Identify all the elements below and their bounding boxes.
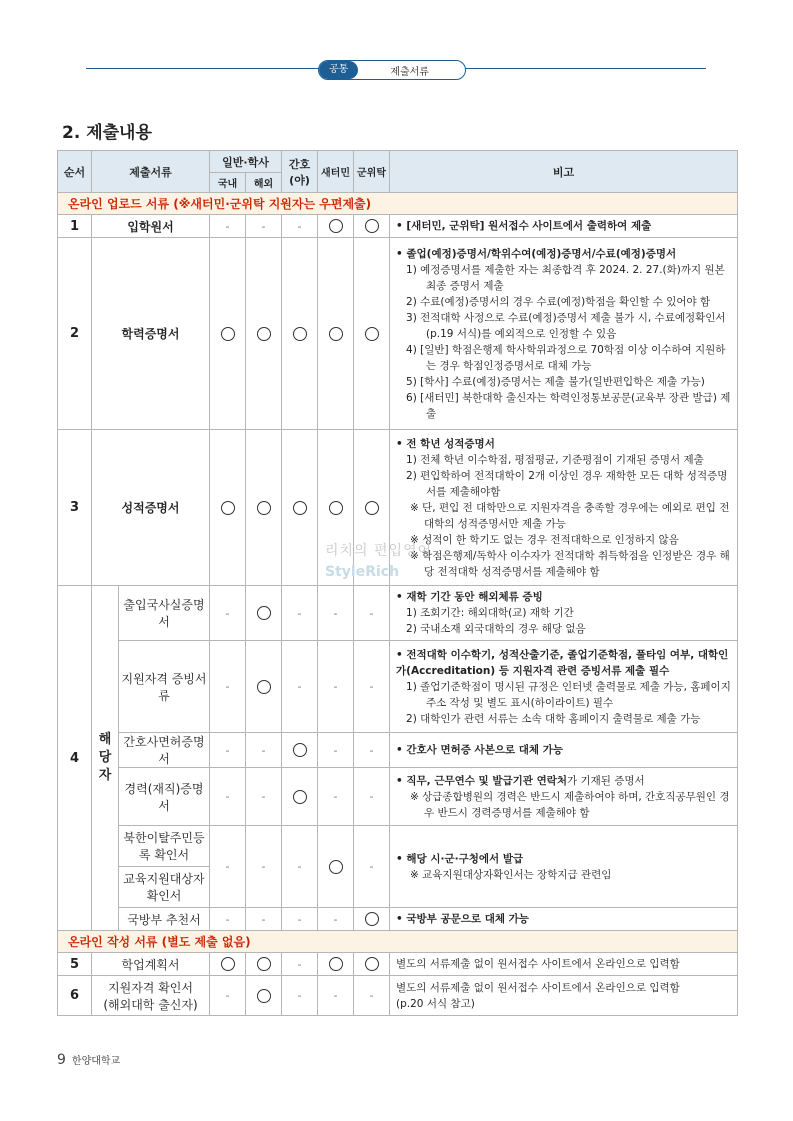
dash-mark: - [210,733,246,768]
documents-table [57,150,738,1016]
dash-mark: - [282,826,318,908]
circle-icon [329,957,343,971]
table-row: 2 학력증명서 • 졸업(예정)증명서/학위수여(예정)증명서/수료(예정)증명서 1) 예정증명서를 제출한 자는 최종합격 후 2024. 2. 27.(화)까지 원본 최종 증명서 제출 2) 수료(예정)증명서의 경우 수료(예정)학점을 확인할 수 있어야 함 3) 전적대학 사정으로 수료(예정)증명서 제출 불가 시, 수료예정확인서 (p.19 서식)를 예외적으로 인정할 수 있음 4) [일반] 학점은행제 학사학위과정으로 70학점 이상 이수하여 지원하는 경우 학점인정증명서로 대체 가능 5) [학사] 수료(예정)증명서는 제출 불가(일반편입학은 제출 가능) 6) [새터민] 북한대학 출신자는 학력인정통보공문(교육부 장관 발급) 제출 [58,238,738,430]
circle-mark [354,238,390,430]
watermark-logo: StyleRich [325,564,400,580]
circle-icon [329,501,343,515]
circle-mark [246,430,282,586]
circle-mark [210,238,246,430]
dash-mark: - [210,641,246,733]
circle-icon [221,957,235,971]
col-overseas: 해외 [246,173,282,193]
circle-mark [354,430,390,586]
circle-icon [257,957,271,971]
section-upload: 온라인 업로드 서류 (※새터민·군위탁 지원자는 우편제출) [58,193,738,215]
dash-mark: - [246,733,282,768]
table-row: 1 입학원서 - - - • [새터민, 군위탁] 원서접수 사이트에서 출력하여 제출 [58,215,738,238]
section-title: 2. 제출내용 [62,123,152,143]
table-row: 국방부 추천서 - - - - • 국방부 공문으로 대체 가능 [58,908,738,931]
header-title: 제출서류 [390,66,429,78]
dash-mark: - [246,768,282,826]
circle-icon [257,327,271,341]
circle-mark [246,586,282,641]
circle-icon [365,501,379,515]
dash-mark: - [282,641,318,733]
circle-mark [282,430,318,586]
table-row: 경력(재직)증명서 - - - - • 직무, 근무연수 및 발급기관 연락처가 기재된 증명서 ※ 상급종합병원의 경력은 반드시 제출하여야 하며, 간호직공무원인 경우 반드시 경력증명서를 제출해야 함 [58,768,738,826]
circle-mark [246,641,282,733]
col-seq: 순서 [58,151,92,193]
circle-icon [365,957,379,971]
circle-icon [257,606,271,620]
dash-mark: - [282,586,318,641]
circle-mark [282,768,318,826]
header-tag: 공통 [319,61,358,79]
table-row: 교육지원대상자 확인서 [58,867,738,908]
dash-mark: - [282,953,318,976]
dash-mark: - [210,215,246,238]
page-number: 9 [57,1052,66,1068]
circle-icon [329,327,343,341]
col-remarks: 비고 [390,151,738,193]
circle-icon [221,501,235,515]
circle-mark [354,908,390,931]
dash-mark: - [210,908,246,931]
dash-mark: - [318,768,354,826]
col-domestic: 국내 [210,173,246,193]
university-name: 한양대학교 [71,1056,121,1067]
circle-icon [365,219,379,233]
circle-mark [210,430,246,586]
circle-mark [246,976,282,1016]
circle-icon [257,680,271,694]
col-nursing: 간호 (야) [282,151,318,193]
dash-mark: - [354,586,390,641]
circle-icon [221,327,235,341]
dash-mark: - [318,641,354,733]
dash-mark: - [318,976,354,1016]
circle-icon [257,501,271,515]
dash-mark: - [354,976,390,1016]
dash-mark: - [354,826,390,908]
dash-mark: - [210,826,246,908]
dash-mark: - [246,908,282,931]
circle-mark [318,826,354,908]
dash-mark: - [354,768,390,826]
table-row: 간호사면허증명서 - - - - • 간호사 면허증 사본으로 대체 가능 [58,733,738,768]
circle-mark [318,953,354,976]
dash-mark: - [246,826,282,908]
dash-mark: - [318,733,354,768]
dash-mark: - [246,215,282,238]
col-commission: 군위탁 [354,151,390,193]
circle-mark [210,953,246,976]
dash-mark: - [318,586,354,641]
section-online: 온라인 작성 서류 (별도 제출 없음) [58,931,738,953]
watermark-text: 리치의 편입영어 [325,543,433,559]
circle-mark [318,238,354,430]
col-refugee: 새터민 [318,151,354,193]
dash-mark: - [210,976,246,1016]
circle-mark [282,733,318,768]
header-badge [318,60,466,80]
table-row: 5 학업계획서 - 별도의 서류제출 없이 원서접수 사이트에서 온라인으로 입력함 [58,953,738,976]
circle-icon [293,790,307,804]
group-label: 해당자 [98,732,112,783]
dash-mark: - [210,586,246,641]
circle-icon [365,912,379,926]
table-row: 3 성적증명서 • 전 학년 성적증명서 1) 전체 학년 이수학점, 평점평균, 기준평점이 기재된 증명서 제출 2) 편입학하여 전적대학이 2개 이상인 경우 재학한 모든 대학 성적증명서를 제출해야함 ※ 단, 편입 전 대학만으로 지원자격을 충족할 경우에는 예외로 편입 전 대학의 성적증명서만 제출 가능 ※ 성적이 한 학기도 없는 경우 전적대학으로 인정하지 않음 ※ 학점은행제/독학사 이수자가 전적대학 취득학점을 인정받은 경우 해당 전적대학 성적증명서를 제출해야 함 [58,430,738,586]
dash-mark: - [282,976,318,1016]
circle-icon [293,327,307,341]
table-row: 4 해당자 출입국사실증명서 - - - - • 재학 기간 동안 해외체류 증빙 1) 조회기간: 해외대학(교) 재학 기간 2) 국내소재 외국대학의 경우 해당 없음 [58,586,738,641]
table-row: 지원자격 증빙서류 - - - - • 전적대학 이수학기, 성적산출기준, 졸업기준학점, 풀타임 여부, 대학인가(Accreditation) 등 지원자격 관련 증빙서류 제출 필수 1) 졸업기준학점이 명시된 규정은 인터넷 출력물로 제출 가능, 홈페이지 주소 작성 및 별도 표시(하이라이트) 필수 2) 대학인가 관련 서류는 소속 대학 홈페이지 출력물로 제출 가능 [58,641,738,733]
dash-mark: - [282,215,318,238]
table-row: 6 지원자격 확인서 (해외대학 출신자) - - - - 별도의 서류제출 없이 원서접수 사이트에서 온라인으로 입력함 (p.20 서식 참고) [58,976,738,1016]
circle-mark [354,215,390,238]
circle-icon [329,860,343,874]
dash-mark: - [354,641,390,733]
circle-icon [329,219,343,233]
col-general: 일반·학사 [210,151,282,173]
circle-mark [318,430,354,586]
circle-mark [246,238,282,430]
circle-mark [354,953,390,976]
dash-mark: - [210,768,246,826]
footer [57,1052,120,1068]
col-docs: 제출서류 [92,151,210,193]
circle-icon [293,501,307,515]
dash-mark: - [354,733,390,768]
dash-mark: - [318,908,354,931]
dash-mark: - [282,908,318,931]
circle-mark [318,215,354,238]
circle-icon [293,743,307,757]
circle-mark [246,953,282,976]
circle-icon [257,989,271,1003]
circle-icon [365,327,379,341]
table-row: 북한이탈주민등록 확인서 - - - - • 해당 시·군·구청에서 발급 ※ 교육지원대상자확인서는 장학지급 관련임 [58,826,738,867]
circle-mark [282,238,318,430]
